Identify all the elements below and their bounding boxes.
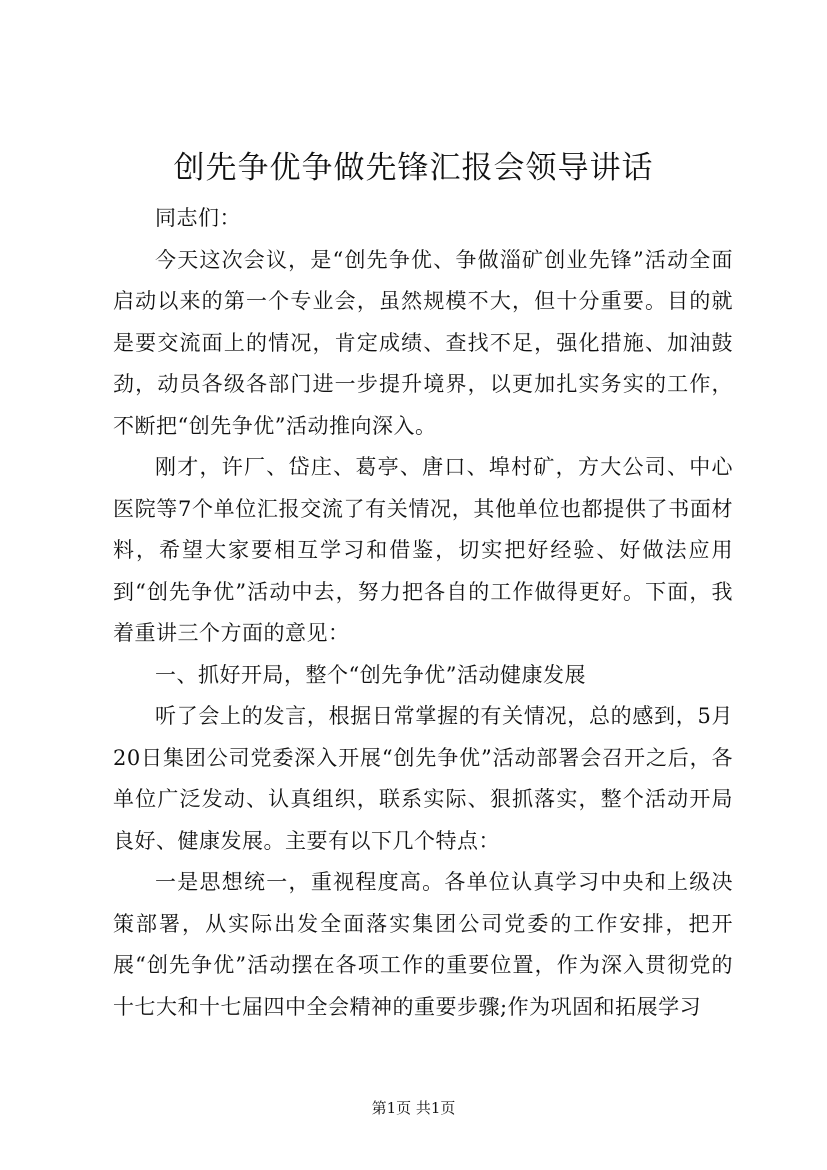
- body-paragraph: 听了会上的发言，根据日常掌握的有关情况，总的感到，5月20日集团公司党委深入开展“创先争优”活动部署会召开之后，各单位广泛发动、认真组织，联系实际、狠抓落实，整个活动开局良好、健康发展。主要有以下几个特点：: [113, 704, 733, 853]
- section-heading: 一、抓好开局，整个“创先争优”活动健康发展: [155, 662, 586, 687]
- document-body: [113, 198, 733, 1028]
- body-paragraph: 今天这次会议，是“创先争优、争做淄矿创业先锋”活动全面启动以来的第一个专业会，虽然规模不大，但十分重要。目的就是要交流面上的情况，肯定成绩、查找不足，强化措施、加油鼓劲，动员各级各部门进一步提升境界，以更加扎实务实的工作，不断把“创先争优”活动推向深入。: [113, 247, 733, 438]
- salutation-paragraph: 同志们：: [155, 206, 241, 230]
- body-paragraph: 一是思想统一，重视程度高。各单位认真学习中央和上级决策部署，从实际出发全面落实集团公司党委的工作安排，把开展“创先争优”活动摆在各项工作的重要位置，作为深入贯彻党的十七大和十七届四中全会精神的重要步骤;作为巩固和拓展学习: [113, 870, 733, 1019]
- document-title: 创先争优争做先锋汇报会领导讲话: [173, 150, 654, 186]
- page-number-footer: 第1页 共1页: [371, 1099, 456, 1117]
- body-paragraph: 刚才，许厂、岱庄、葛亭、唐口、埠村矿，方大公司、中心医院等7个单位汇报交流了有关情况，其他单位也都提供了书面材料，希望大家要相互学习和借鉴，切实把好经验、好做法应用到“创先争优”活动中去，努力把各自的工作做得更好。下面，我着重讲三个方面的意见：: [113, 455, 733, 645]
